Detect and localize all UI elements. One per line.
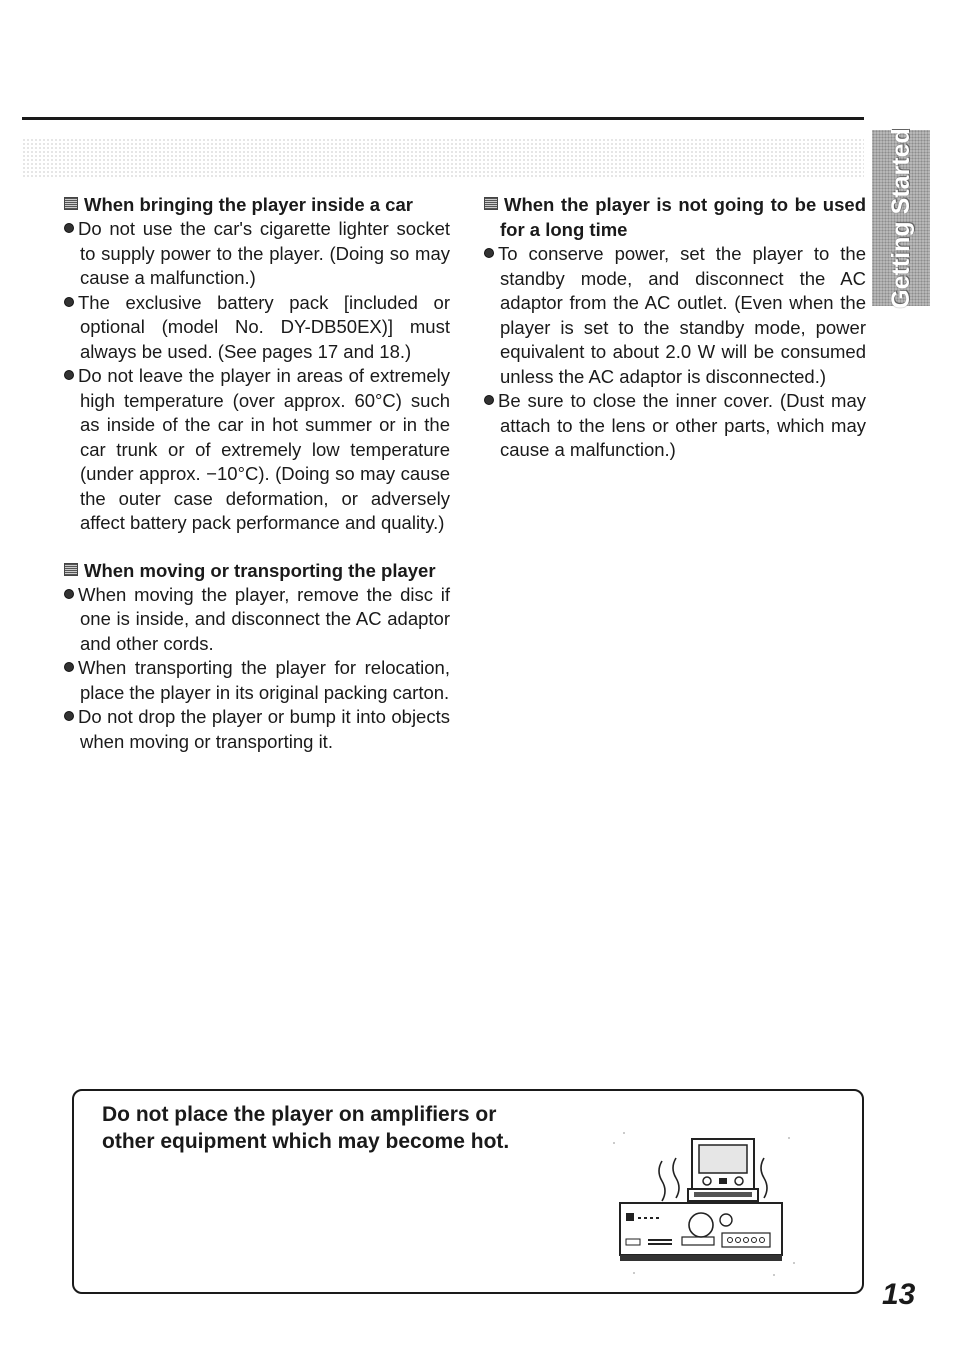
heat-wave xyxy=(659,1161,665,1201)
list-item: When moving the player, remove the disc if one is inside, and disconnect the AC adaptor and other cords. xyxy=(64,583,450,657)
section-car xyxy=(64,192,450,536)
notice-text: Do not place the player on amplifiers or other equipment which may become hot. xyxy=(102,1103,510,1153)
list-item: The exclusive battery pack [included or optional (model No. DY-DB50EX)] must always be used. (See pages 17 and 18.) xyxy=(64,291,450,365)
notice-box xyxy=(72,1089,864,1294)
list-item: Be sure to close the inner cover. (Dust may attach to the lens or other parts, which may cause a malfunction.) xyxy=(484,389,866,463)
heat-wave xyxy=(673,1158,679,1198)
section-heading: When bringing the player inside a car xyxy=(64,192,450,217)
bullet-icon xyxy=(64,589,74,599)
bullet-icon xyxy=(484,395,494,405)
section-marker-icon xyxy=(64,197,78,210)
list-item: When transporting the player for relocation, place the player in its original packing carton. xyxy=(64,656,450,705)
bullet-list xyxy=(64,583,450,755)
list-item: Do not drop the player or bump it into objects when moving or transporting it. xyxy=(64,705,450,754)
top-rule xyxy=(22,117,864,120)
bullet-icon xyxy=(64,223,74,233)
left-column xyxy=(64,192,450,776)
bullet-list xyxy=(64,217,450,536)
header-band xyxy=(22,138,864,178)
section-heading: When the player is not going to be used for a long time xyxy=(484,192,866,242)
side-tab-label: Getting Started xyxy=(886,127,915,309)
section-heading: When moving or transporting the player xyxy=(64,558,450,583)
bullet-icon xyxy=(64,662,74,672)
list-item: Do not leave the player in areas of extremely high temperature (over approx. 60°C) such as inside of the car in hot summer or in the car trunk or of extremely low temperature (under approx. −10°C). (Doing so may cause the outer case deformation, or adversely affect battery pack performance and quality.) xyxy=(64,364,450,536)
bullet-icon xyxy=(484,248,494,258)
list-item: Do not use the car's cigarette lighter socket to supply power to the player. (Doing so may cause a malfunction.) xyxy=(64,217,450,291)
bullet-icon xyxy=(64,711,74,721)
section-marker-icon xyxy=(484,197,498,210)
page-number: 13 xyxy=(882,1278,916,1311)
list-item: To conserve power, set the player to the standby mode, and disconnect the AC adaptor from the AC outlet. (Even when the player is set to the standby mode, power equivalent to about 2.0 W will be consumed unless the AC adaptor is disconnected.) xyxy=(484,242,866,389)
player-on-amplifier-illustration xyxy=(604,1103,814,1288)
section-moving xyxy=(64,558,450,755)
bullet-list xyxy=(484,242,866,463)
right-column xyxy=(484,192,866,485)
section-marker-icon xyxy=(64,563,78,576)
heat-wave xyxy=(761,1158,767,1198)
bullet-icon xyxy=(64,370,74,380)
section-long-time xyxy=(484,192,866,463)
side-tab xyxy=(872,127,930,309)
bullet-icon xyxy=(64,297,74,307)
